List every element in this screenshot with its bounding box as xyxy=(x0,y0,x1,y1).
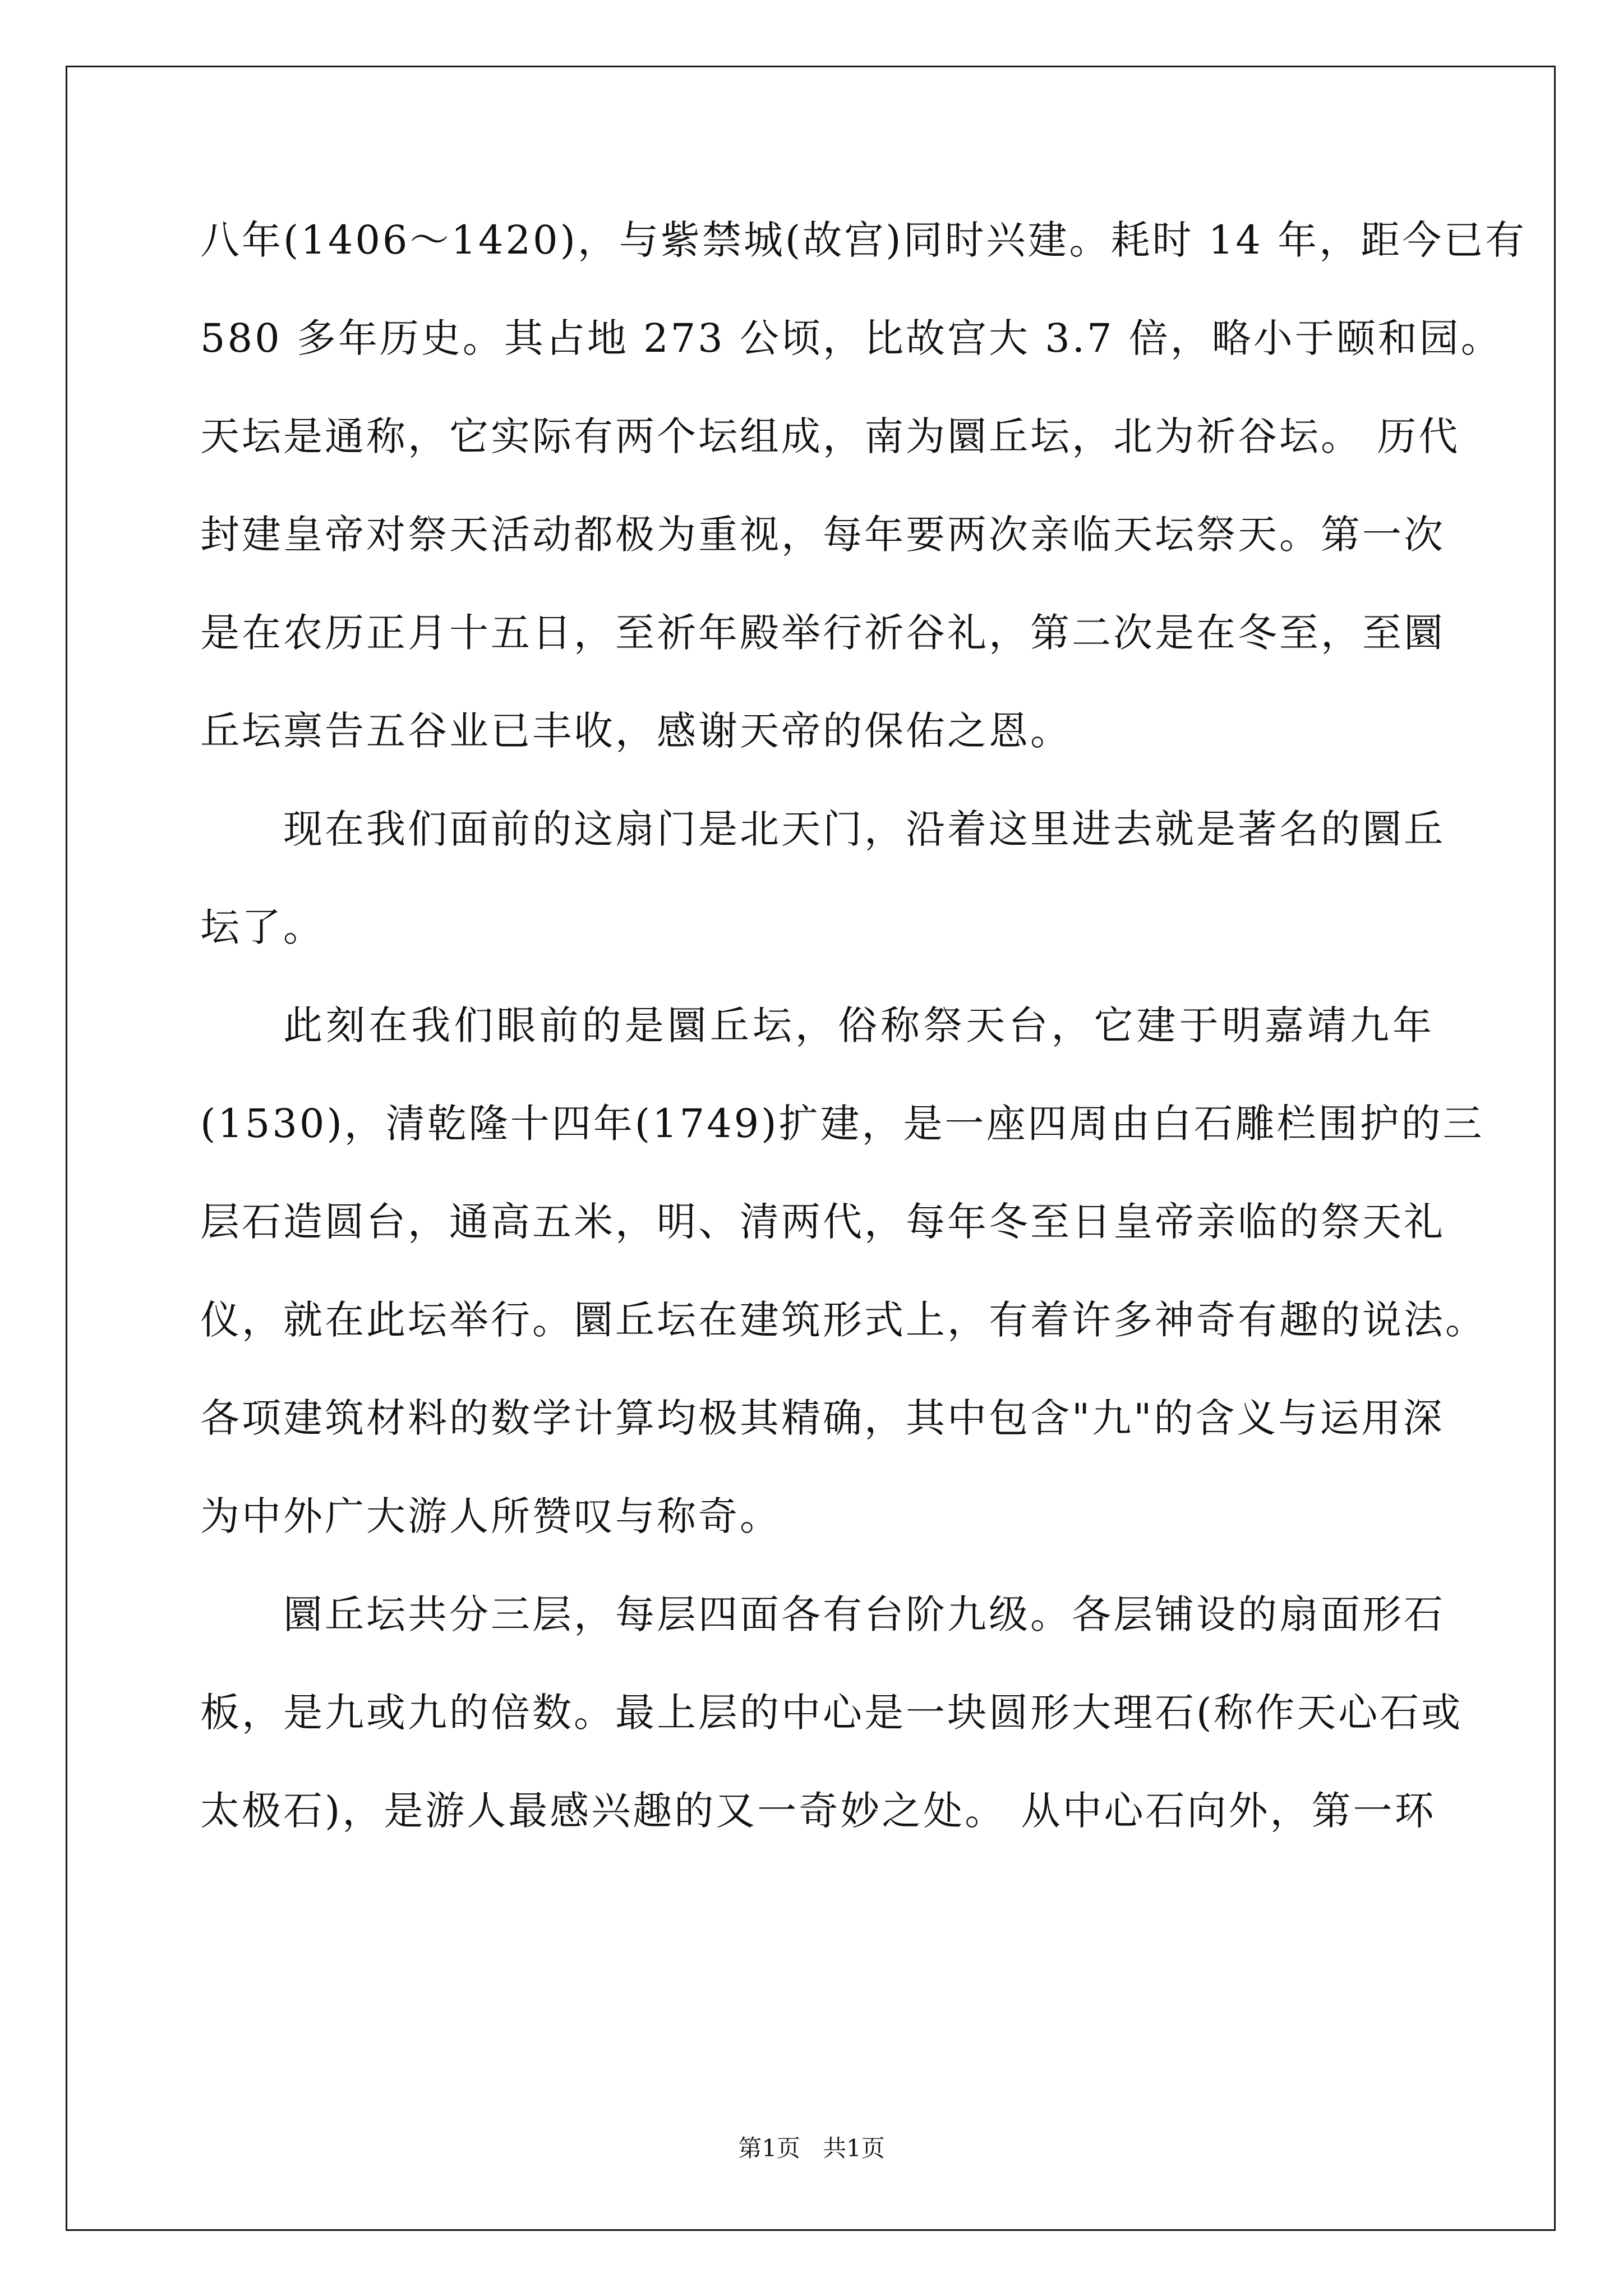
text-line: 太极石)，是游人最感兴趣的又一奇妙之处。 从中心石向外，第一环 xyxy=(200,1788,1436,1834)
text-line: 坛了。 xyxy=(200,904,325,950)
text-line: 是在农历正月十五日，至祈年殿举行祈谷礼，第二次是在冬至，至圜 xyxy=(200,610,1445,656)
text-line: 封建皇帝对祭天活动都极为重视，每年要两次亲临天坛祭天。第一次 xyxy=(200,512,1445,558)
text-line: 为中外广大游人所赞叹与称奇。 xyxy=(200,1493,781,1539)
paragraph-first-line: 圜丘坛共分三层，每层四面各有台阶九级。各层铺设的扇面形石 xyxy=(283,1591,1445,1637)
text-line: 丘坛禀告五谷业已丰收，感谢天帝的保佑之恩。 xyxy=(200,708,1072,754)
text-line: 各项建筑材料的数学计算均极其精确，其中包含"九"的含义与运用深 xyxy=(200,1395,1445,1441)
text-line: (1530)，清乾隆十四年(1749)扩建，是一座四周由白石雕栏围护的三 xyxy=(200,1101,1484,1147)
text-line: 天坛是通称，它实际有两个坛组成，南为圜丘坛，北为祈谷坛。 历代 xyxy=(200,413,1460,459)
text-line: 八年(1406～1420)，与紫禁城(故宫)同时兴建。耗时 14 年，距今已有 xyxy=(200,217,1527,263)
text-line: 580 多年历史。其占地 273 公顷，比故宫大 3.7 倍，略小于颐和园。 xyxy=(200,315,1502,361)
text-line: 层石造圆台，通高五米，明、清两代，每年冬至日皇帝亲临的祭天礼 xyxy=(200,1199,1445,1245)
page-number-footer: 第1页 共1页 xyxy=(738,2134,885,2162)
text-line: 仪，就在此坛举行。圜丘坛在建筑形式上，有着许多神奇有趣的说法。 xyxy=(200,1297,1487,1343)
text-line: 板，是九或九的倍数。最上层的中心是一块圆形大理石(称作天心石或 xyxy=(200,1690,1463,1736)
paragraph-first-line: 现在我们面前的这扇门是北天门，沿着这里进去就是著名的圜丘 xyxy=(283,806,1445,852)
paragraph-first-line: 此刻在我们眼前的是圜丘坛，俗称祭天台，它建于明嘉靖九年 xyxy=(283,1002,1434,1048)
